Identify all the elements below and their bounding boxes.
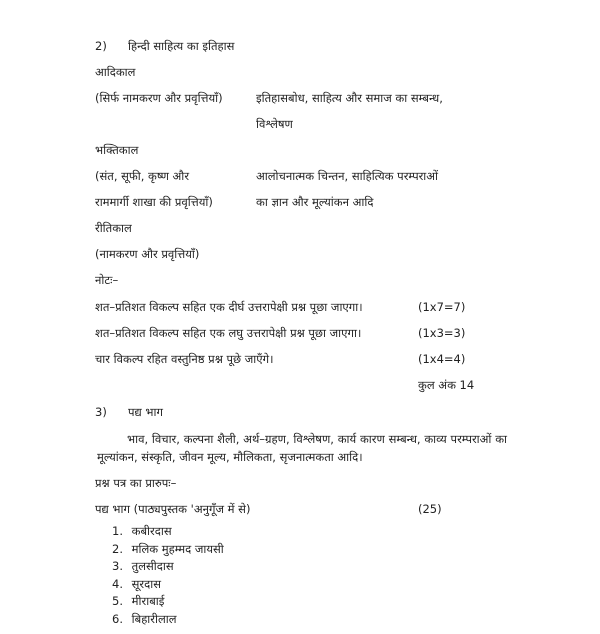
reetikaal-left: (नामकरण और प्रवृत्तियाँ): [95, 247, 200, 261]
question-1-text: शत–प्रतिशत विकल्प सहित एक दीर्घ उत्तरापेक्षी प्रश्न पूछा जाएगा।: [95, 300, 363, 314]
textbook-marks: (25): [418, 502, 442, 516]
list-item-name: मलिक मुहम्मद जायसी: [131, 541, 224, 556]
poet-list: [112, 523, 224, 629]
list-item-number: 5.: [112, 594, 123, 609]
list-item: [112, 611, 224, 629]
list-item: [112, 523, 224, 541]
section-3-number: 3): [95, 405, 107, 419]
bhaktikaal-right-line1: आलोचनात्मक चिन्तन, साहित्यिक परम्पराओं: [256, 169, 439, 183]
section-2-number: 2): [95, 39, 107, 53]
section-3-title: पद्य भाग: [128, 405, 163, 419]
list-item: [112, 593, 224, 611]
reetikaal-heading: रीतिकाल: [95, 221, 132, 235]
aadikaal-right-line1: इतिहासबोध, साहित्य और समाज का सम्बन्ध,: [256, 91, 443, 105]
aadikaal-heading: आदिकाल: [95, 65, 136, 79]
list-item-number: 6.: [112, 611, 123, 626]
paragraph-text: भाव, विचार, कल्पना शैली, अर्थ–ग्रहण, विश्लेषण, कार्य कारण सम्बन्ध, काव्य परम्पराओं का मूल्यांकन, संस्कृति, जीवन मूल्य, मौलिकता, सृजनात्मकता आदि।: [97, 432, 507, 464]
list-item-name: मीराबाई: [131, 594, 165, 609]
bhaktikaal-left-line1: (संत, सूफी, कृष्ण और: [95, 169, 190, 183]
list-item-name: तुलसीदास: [131, 559, 174, 574]
list-item-number: 3.: [112, 559, 123, 574]
list-item-name: बिहारीलाल: [131, 611, 177, 626]
list-item-number: 2.: [112, 541, 123, 556]
list-item-name: कबीरदास: [131, 524, 172, 538]
textbook-line: पद्य भाग (पाठ्यपुस्तक 'अनुगूँज में से): [95, 502, 251, 516]
list-item-number: 4.: [112, 576, 123, 591]
section-2-title: हिन्दी साहित्य का इतिहास: [128, 39, 235, 53]
format-label: प्रश्न पत्र का प्रारुपः–: [95, 476, 177, 490]
bhaktikaal-right-line2: का ज्ञान और मूल्यांकन आदि: [256, 195, 374, 209]
note-label: नोटः–: [95, 273, 119, 287]
aadikaal-right-line2: विश्लेषण: [256, 117, 293, 131]
bhaktikaal-heading: भक्तिकाल: [95, 143, 139, 157]
question-1-marks: (1x7=7): [418, 300, 466, 314]
question-2-marks: (1x3=3): [418, 326, 466, 340]
total-marks: कुल अंक 14: [418, 378, 475, 392]
question-3-text: चार विकल्प रहित वस्तुनिष्ठ प्रश्न पूछे जाएँगे।: [95, 352, 274, 366]
aadikaal-left: (सिर्फ नामकरण और प्रवृत्तियाँ): [95, 91, 223, 105]
list-item: [112, 541, 224, 559]
list-item-name: सूरदास: [131, 576, 161, 591]
list-item-number: 1.: [112, 524, 123, 538]
list-item: [112, 558, 224, 576]
bhaktikaal-left-line2: राममार्गी शाखा की प्रवृत्तियाँ): [95, 195, 213, 209]
question-3-marks: (1x4=4): [418, 352, 466, 366]
list-item: [112, 576, 224, 594]
section-3-paragraph: [97, 430, 507, 466]
question-2-text: शत–प्रतिशत विकल्प सहित एक लघु उत्तरापेक्षी प्रश्न पूछा जाएगा।: [95, 326, 362, 340]
